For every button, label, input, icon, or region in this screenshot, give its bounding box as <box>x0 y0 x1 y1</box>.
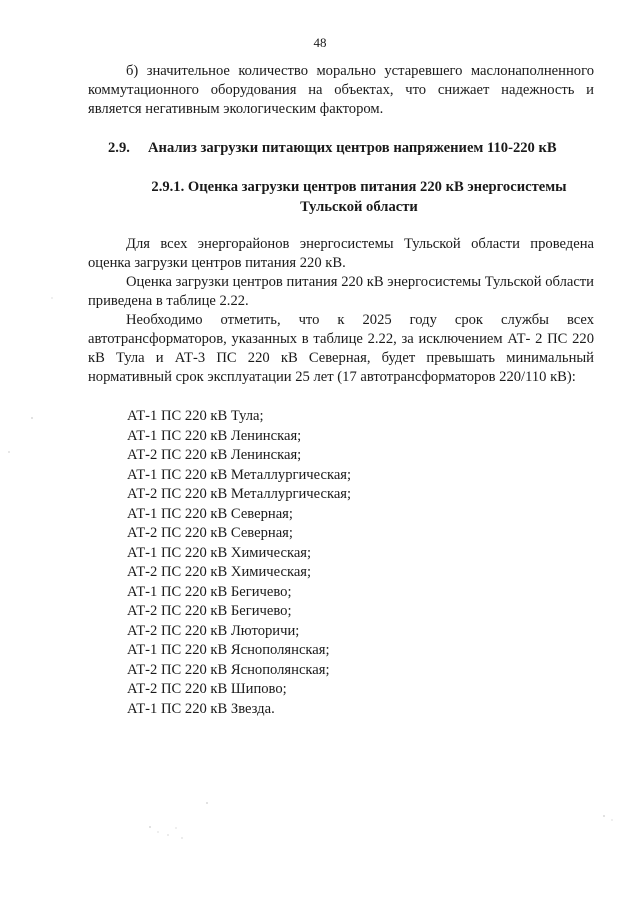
paragraph-b: б) значительное количество морально устаревшего маслонаполненного коммутационного оборудования на объектах, что снижает надежность и является негативным экологическим фактором. <box>88 63 594 117</box>
list-item: АТ-2 ПС 220 кВ Люторичи; <box>127 622 300 639</box>
list-item: АТ-2 ПС 220 кВ Ленинская; <box>127 447 302 463</box>
page-number: 48 <box>313 35 327 50</box>
list-item: АТ-2 ПС 220 кВ Металлургическая; <box>127 486 352 502</box>
section-number: 2.9. <box>108 140 130 156</box>
list-item: АТ-2 ПС 220 кВ Шипово; <box>127 681 287 697</box>
section-title: Анализ загрузки питающих центров напряжением 110-220 кВ <box>148 140 557 156</box>
list-item: АТ-1 ПС 220 кВ Тула; <box>127 408 264 424</box>
list-item: АТ-2 ПС 220 кВ Бегичево; <box>127 603 292 619</box>
list-item: АТ-1 ПС 220 кВ Ленинская; <box>127 427 302 444</box>
list-item: АТ-1 ПС 220 кВ Бегичево; <box>127 583 292 600</box>
list-item: АТ-1 ПС 220 кВ Звезда. <box>127 700 275 717</box>
list-item: АТ-2 ПС 220 кВ Яснополянская; <box>127 661 330 678</box>
list-item: АТ-2 ПС 220 кВ Химическая; <box>127 564 312 580</box>
list-item: АТ-1 ПС 220 кВ Яснополянская; <box>127 642 330 658</box>
list-item: АТ-1 ПС 220 кВ Химическая; <box>127 544 312 561</box>
list-item: АТ-1 ПС 220 кВ Северная; <box>127 505 293 522</box>
subsection-heading: 2.9.1. Оценка загрузки центров питания 220 кВ энергосистемы Тульской области <box>151 179 567 215</box>
paragraph: Для всех энергорайонов энергосистемы Тульской области проведена оценка загрузки центров питания 220 кВ. <box>88 236 594 271</box>
paragraph: Необходимо отметить, что к 2025 году срок службы всех автотрансформаторов, указанных в таблице 2.22, за исключением АТ- 2 ПС 220 кВ Тула и АТ-3 ПС 220 кВ Северная, будет превышать минимальный нормативный срок эксплуатации 25 лет (17 автотрансформаторов 220/110 кВ): <box>88 312 594 385</box>
list-item: АТ-1 ПС 220 кВ Металлургическая; <box>127 466 352 483</box>
paragraph: Оценка загрузки центров питания 220 кВ энергосистемы Тульской области приведена в таблице 2.22. <box>88 274 594 309</box>
list-item: АТ-2 ПС 220 кВ Северная; <box>127 525 293 541</box>
